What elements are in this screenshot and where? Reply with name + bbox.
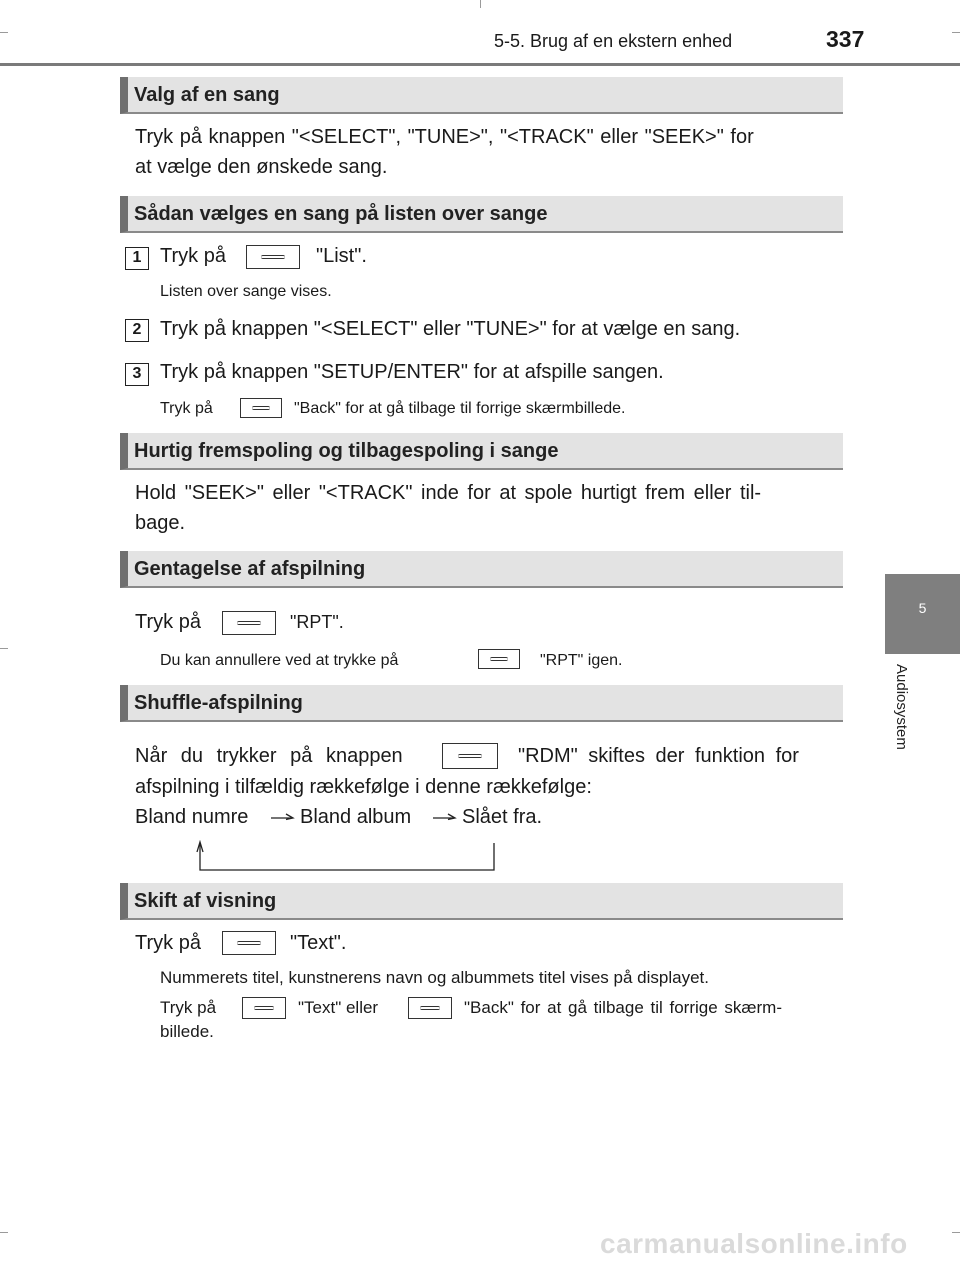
chapter-tab bbox=[885, 574, 960, 654]
step-number: 2 bbox=[125, 319, 149, 342]
note: Du kan annullere ved at trykke på bbox=[160, 652, 399, 669]
page-number: 337 bbox=[826, 26, 865, 52]
step-text: Tryk på knappen "<SELECT" eller "TUNE>" for at vælge en sang. bbox=[160, 318, 741, 340]
loop-back-arrow-icon bbox=[192, 840, 502, 874]
rdm-button-icon bbox=[442, 743, 498, 769]
section-heading bbox=[120, 883, 843, 920]
crop-mark bbox=[480, 0, 481, 8]
paragraph: Tryk på knappen "<SELECT", "TUNE>", "<TRACK" eller "SEEK>" for bbox=[135, 126, 754, 148]
watermark: carmanualsonline.info bbox=[600, 1228, 908, 1259]
arrow-right-icon bbox=[432, 812, 458, 824]
sequence-item: Bland numre bbox=[135, 806, 249, 828]
paragraph: Hold "SEEK>" eller "<TRACK" inde for at spole hurtigt frem eller til- bbox=[135, 482, 762, 504]
back-button-icon bbox=[240, 398, 282, 418]
section-title: Skift af visning bbox=[134, 890, 277, 912]
section-title: Sådan vælges en sang på listen over sange bbox=[134, 203, 548, 225]
note: "Text" eller bbox=[298, 998, 379, 1017]
note: Tryk på bbox=[160, 998, 217, 1017]
step-text: "List". bbox=[316, 245, 367, 267]
crop-mark bbox=[0, 648, 8, 649]
chapter-number: 5 bbox=[918, 600, 927, 616]
section-title: Gentagelse af afspilning bbox=[134, 558, 366, 580]
section-heading bbox=[120, 196, 843, 233]
list-button-icon bbox=[246, 245, 300, 269]
step-note: Listen over sange vises. bbox=[160, 283, 332, 300]
section-title: Shuffle-afspilning bbox=[134, 692, 303, 714]
crop-mark bbox=[0, 1232, 8, 1233]
chapter-label bbox=[875, 662, 935, 782]
step-note: Tryk på bbox=[160, 400, 213, 417]
section-heading bbox=[120, 551, 843, 588]
crop-mark bbox=[952, 32, 960, 33]
sequence-item: Bland album bbox=[300, 806, 412, 828]
back-button-icon bbox=[408, 997, 452, 1019]
note: Nummerets titel, kunstnerens navn og albummets titel vises på displayet. bbox=[160, 968, 709, 987]
text-button-icon bbox=[242, 997, 286, 1019]
paragraph: "Text". bbox=[290, 932, 347, 954]
section-title: Valg af en sang bbox=[134, 84, 280, 106]
section-title: Hurtig fremspoling og tilbagespoling i sange bbox=[134, 440, 559, 462]
crop-mark bbox=[952, 1232, 960, 1233]
rpt-button-icon bbox=[222, 611, 276, 635]
section-heading bbox=[120, 685, 843, 722]
step-number: 1 bbox=[125, 247, 149, 270]
section-heading bbox=[120, 433, 843, 470]
header-rule bbox=[0, 63, 960, 66]
step-text: Tryk på knappen "SETUP/ENTER" for at afspille sangen. bbox=[160, 361, 664, 383]
rpt-button-icon bbox=[478, 649, 520, 669]
note: "RPT" igen. bbox=[540, 652, 623, 669]
chapter-title: Audiosystem bbox=[893, 664, 910, 750]
text-button-icon bbox=[222, 931, 276, 955]
note: "Back" for at gå tilbage til forrige skærm- bbox=[464, 998, 783, 1017]
paragraph: Når du trykker på knappen bbox=[135, 745, 403, 767]
step-number: 3 bbox=[125, 363, 149, 386]
step-note: "Back" for at gå tilbage til forrige skærmbillede. bbox=[294, 400, 626, 417]
paragraph: Tryk på bbox=[135, 932, 201, 954]
note: billede. bbox=[160, 1022, 214, 1041]
section-heading bbox=[120, 77, 843, 114]
paragraph: bage. bbox=[135, 512, 186, 534]
paragraph: afspilning i tilfældig rækkefølge i denne rækkefølge: bbox=[135, 776, 592, 798]
paragraph: at vælge den ønskede sang. bbox=[135, 156, 388, 178]
sequence-item: Slået fra. bbox=[462, 806, 543, 828]
paragraph: "RDM" skiftes der funktion for bbox=[518, 745, 799, 767]
arrow-right-icon bbox=[270, 812, 296, 824]
paragraph: Tryk på bbox=[135, 611, 201, 633]
paragraph: "RPT". bbox=[290, 612, 344, 632]
step-text: Tryk på bbox=[160, 245, 226, 267]
breadcrumb: 5-5. Brug af en ekstern enhed bbox=[494, 31, 733, 51]
crop-mark bbox=[0, 32, 8, 33]
